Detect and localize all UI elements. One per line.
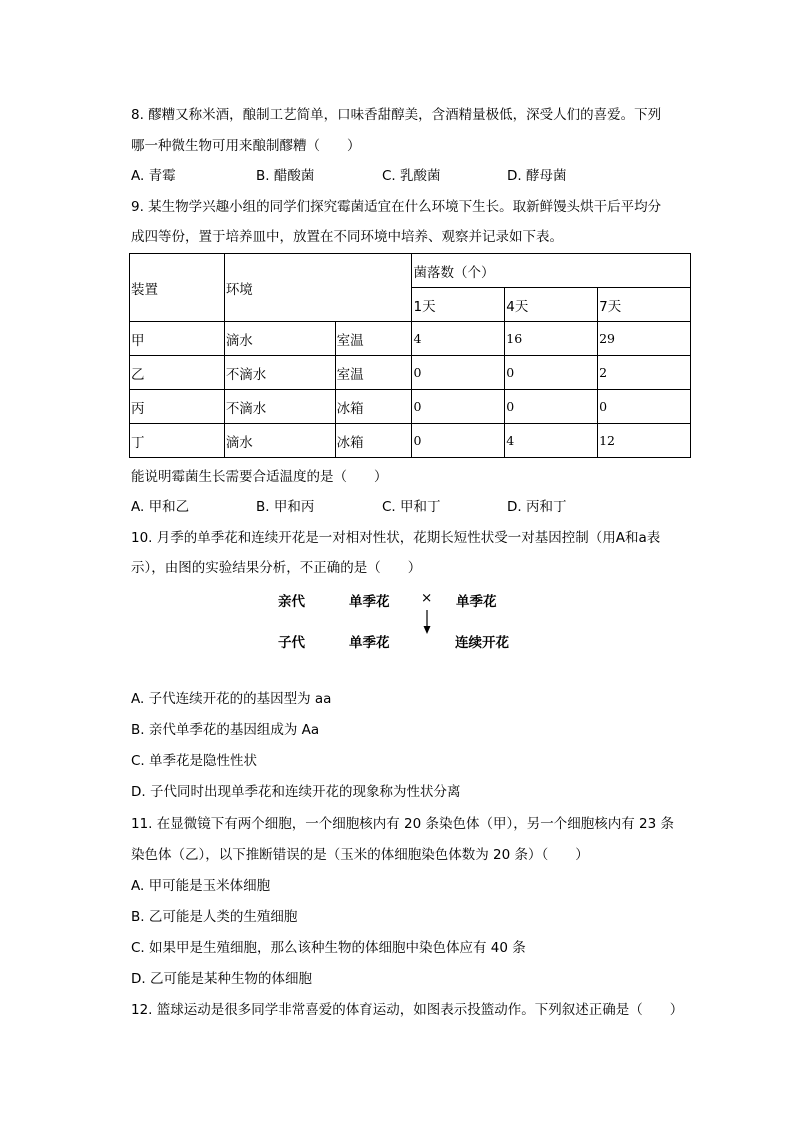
q8-stem-line2: 哪一种微生物可用来酿制醪糟（ ） (131, 138, 361, 154)
cell-day4: 0 (505, 356, 598, 390)
q10-option-a: A. 子代连续开花的的基因型为 aa (131, 691, 332, 707)
cell-device: 丙 (130, 390, 225, 424)
q10-stem-line2: 示），由图的实验结果分析，不正确的是（ ） (131, 560, 422, 576)
q9-option-d: D. 丙和丁 (507, 499, 567, 515)
cell-water: 滴水 (224, 322, 335, 356)
q9-stem-line1: 9. 某生物学兴趣小组的同学们探究霉菌适宜在什么环境下生长。取新鲜馒头烘干后平均分 (131, 199, 662, 215)
cell-device: 甲 (130, 322, 225, 356)
cell-day7: 2 (598, 356, 691, 390)
q9-options (131, 498, 691, 516)
q9-question: 能说明霉菌生长需要合适温度的是（ ） (131, 469, 388, 485)
q9-option-a: A. 甲和乙 (131, 499, 190, 515)
table-row (130, 390, 691, 424)
header-environment: 环境 (224, 254, 412, 322)
cross-symbol: × (421, 590, 433, 606)
header-day-7: 7天 (598, 288, 691, 322)
child-a-label: 单季花 (349, 635, 390, 651)
cell-device: 乙 (130, 356, 225, 390)
child-b-label: 连续开花 (455, 635, 509, 651)
cell-day7: 0 (598, 390, 691, 424)
cell-day4: 0 (505, 390, 598, 424)
header-colony-count: 菌落数（个） (412, 254, 691, 288)
q12-stem-line1: 12. 篮球运动是很多同学非常喜爱的体育运动，如图表示投篮动作。下列叙述正确是（ ） (131, 1002, 684, 1018)
cell-day4: 16 (505, 322, 598, 356)
cell-day1: 0 (412, 424, 505, 458)
table-header-row (130, 254, 691, 288)
header-day-4: 4天 (505, 288, 598, 322)
q8-options (131, 167, 691, 185)
q11-option-b: B. 乙可能是人类的生殖细胞 (131, 909, 298, 925)
q8-option-a: A. 青霉 (131, 168, 176, 184)
q8-option-c: C. 乳酸菌 (382, 168, 441, 184)
cell-day7: 29 (598, 322, 691, 356)
cell-day1: 0 (412, 390, 505, 424)
header-day-1: 1天 (412, 288, 505, 322)
q11-option-c: C. 如果甲是生殖细胞，那么该种生物的体细胞中染色体应有 40 条 (131, 940, 526, 956)
cell-day7: 12 (598, 424, 691, 458)
parent-generation-label: 亲代 (278, 594, 305, 610)
q10-option-d: D. 子代同时出现单季花和连续开花的现象称为性状分离 (131, 784, 461, 800)
parent-a-label: 单季花 (349, 594, 390, 610)
q11-stem-line1: 11. 在显微镜下有两个细胞，一个细胞核内有 20 条染色体（甲），另一个细胞核内有 23 条 (131, 816, 675, 832)
cell-device: 丁 (130, 424, 225, 458)
q10-option-b: B. 亲代单季花的基因组成为 Aa (131, 722, 320, 738)
header-device: 装置 (130, 254, 225, 322)
cell-temp: 冰箱 (335, 390, 412, 424)
cell-water: 不滴水 (224, 356, 335, 390)
q8-stem-line1: 8. 醪糟又称米酒，酿制工艺简单，口味香甜醇美，含酒精量极低，深受人们的喜爱。下列 (131, 107, 662, 123)
down-arrow-icon (421, 609, 433, 635)
q9-data-table (129, 253, 691, 458)
q8-option-d: D. 酵母菌 (507, 168, 567, 184)
q9-option-c: C. 甲和丁 (382, 499, 441, 515)
cell-temp: 冰箱 (335, 424, 412, 458)
cell-temp: 室温 (335, 356, 412, 390)
cell-temp: 室温 (335, 322, 412, 356)
cell-day1: 4 (412, 322, 505, 356)
q11-option-a: A. 甲可能是玉米体细胞 (131, 878, 271, 894)
q11-option-d: D. 乙可能是某种生物的体细胞 (131, 971, 312, 987)
child-generation-label: 子代 (278, 635, 305, 651)
q8-option-b: B. 醋酸菌 (256, 168, 315, 184)
cell-water: 不滴水 (224, 390, 335, 424)
cell-day1: 0 (412, 356, 505, 390)
parent-b-label: 单季花 (456, 594, 497, 610)
table-row (130, 322, 691, 356)
q10-stem-line1: 10. 月季的单季花和连续开花是一对相对性状，花期长短性状受一对基因控制（用A和a表 (131, 530, 661, 546)
q10-option-c: C. 单季花是隐性性状 (131, 753, 258, 769)
cell-day4: 4 (505, 424, 598, 458)
q11-stem-line2: 染色体（乙），以下推断错误的是（玉米的体细胞染色体数为 20 条）（ ） (131, 847, 589, 863)
q9-option-b: B. 甲和丙 (256, 499, 315, 515)
table-row (130, 424, 691, 458)
q9-stem-line2: 成四等份，置于培养皿中，放置在不同环境中培养、观察并记录如下表。 (131, 229, 563, 245)
table-row (130, 356, 691, 390)
cell-water: 滴水 (224, 424, 335, 458)
